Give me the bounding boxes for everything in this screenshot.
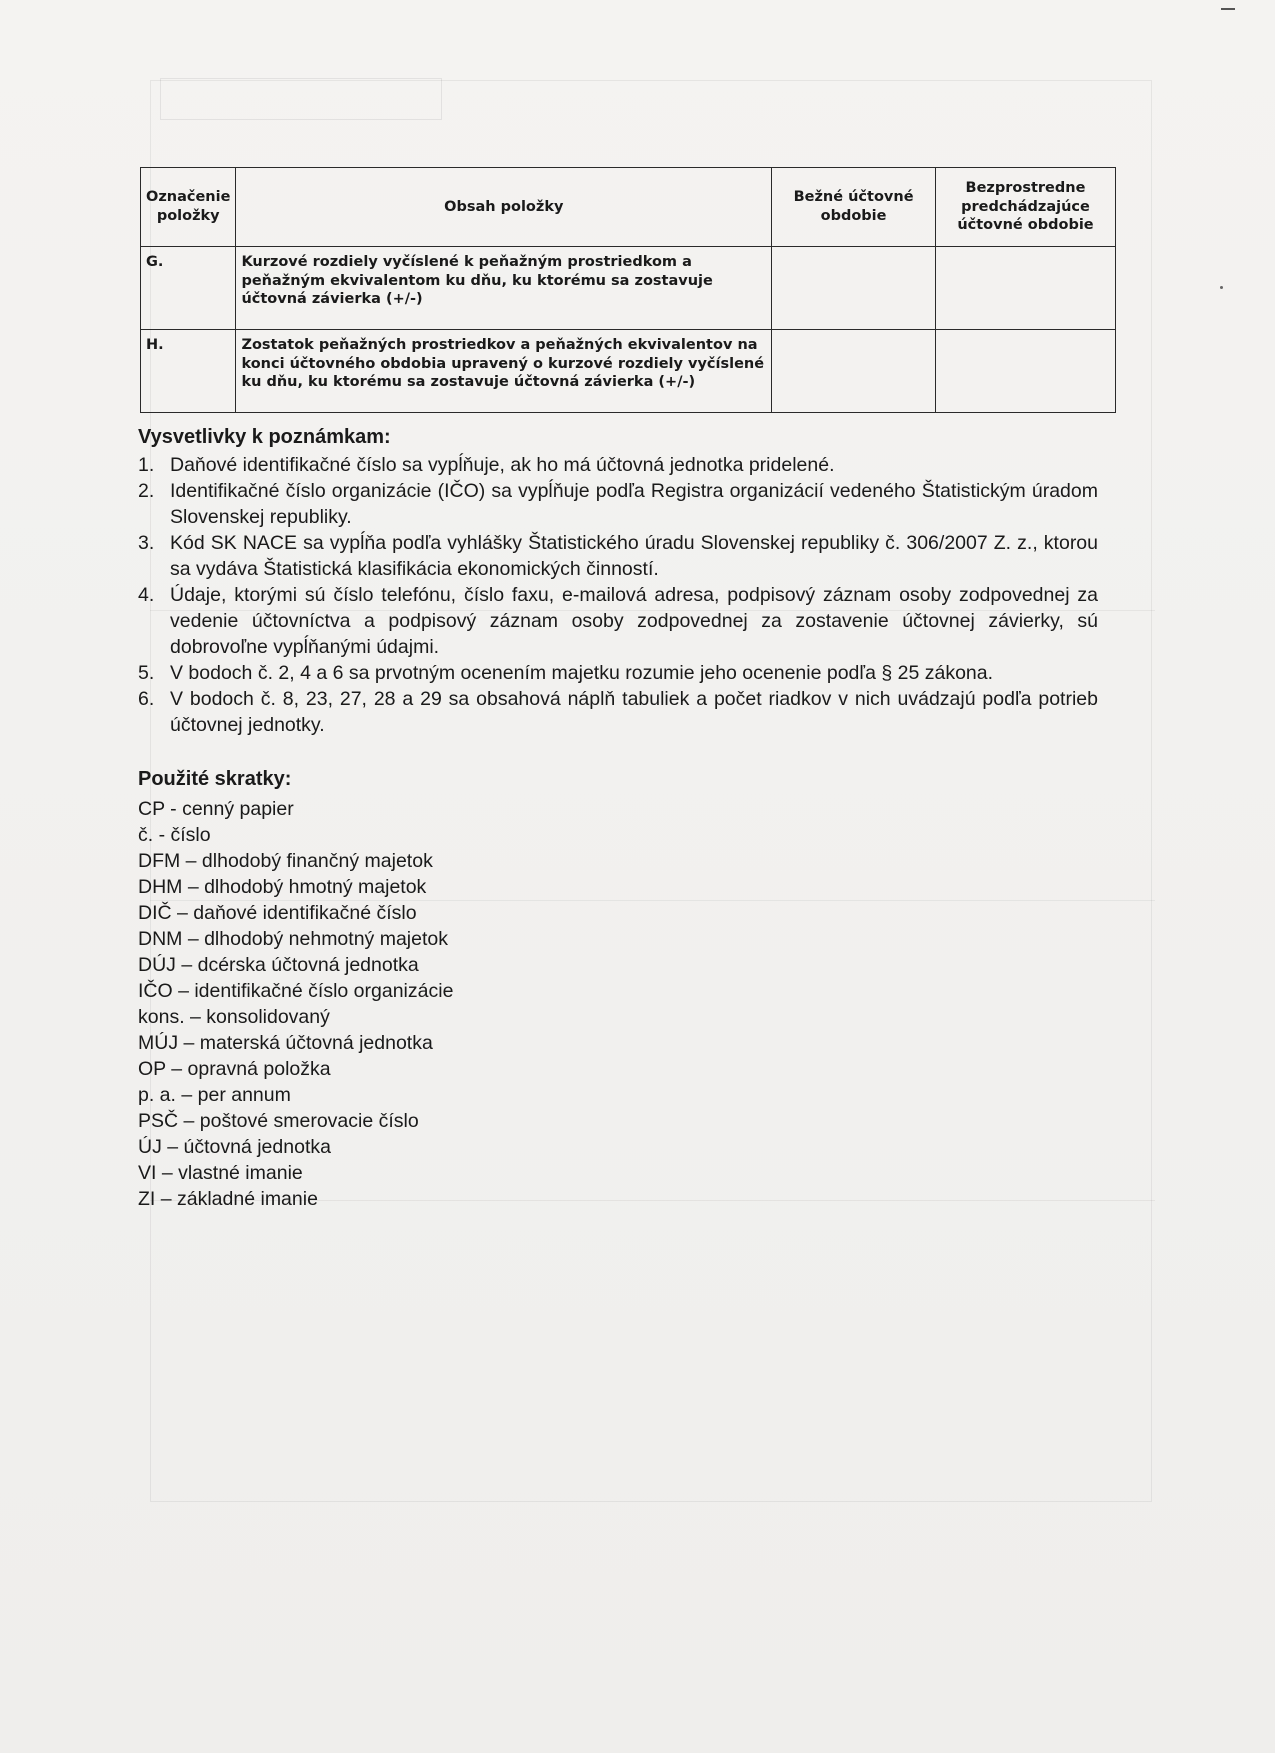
abbreviation-item: IČO – identifikačné číslo organizácie	[138, 980, 454, 1002]
abbreviation-item: VI – vlastné imanie	[138, 1162, 303, 1184]
cash-flow-items-table	[140, 167, 1116, 413]
note-number: 3.	[138, 532, 155, 554]
header-code: Označenie položky	[141, 168, 236, 247]
note-item	[138, 530, 1098, 582]
row-current-value[interactable]	[772, 247, 936, 330]
row-code: G.	[141, 247, 236, 330]
notes-section	[138, 424, 1098, 1212]
note-text: Daňové identifikačné číslo sa vypĺňuje, ak ho má účtovná jednotka pridelené.	[170, 454, 835, 476]
note-text: Identifikačné číslo organizácie (IČO) sa vypĺňuje podľa Registra organizácií vedeného Štatistickým úradom Slovenskej republiky.	[170, 480, 1098, 528]
row-description: Kurzové rozdiely vyčíslené k peňažným prostriedkom a peňažným ekvivalentom ku dňu, ku ktorému sa zostavuje účtovná závierka (+/-)	[236, 247, 772, 330]
note-number: 1.	[138, 454, 155, 476]
abbreviations-list	[138, 796, 1098, 1212]
abbreviation-item: PSČ – poštové smerovacie číslo	[138, 1110, 419, 1132]
note-item	[138, 660, 1098, 686]
abbreviation-item: p. a. – per annum	[138, 1084, 291, 1106]
header-previous-period: Bezprostredne predchádzajúce účtovné obdobie	[935, 168, 1115, 247]
row-previous-value[interactable]	[935, 247, 1115, 330]
abbreviations-title: Použité skratky:	[138, 768, 292, 790]
abbreviation-item: ÚJ – účtovná jednotka	[138, 1136, 331, 1158]
notes-title: Vysvetlivky k poznámkam:	[138, 426, 391, 448]
header-current-period: Bežné účtovné obdobie	[772, 168, 936, 247]
abbreviation-item: MÚJ – materská účtovná jednotka	[138, 1032, 433, 1054]
note-text: V bodoch č. 2, 4 a 6 sa prvotným ocenením majetku rozumie jeho ocenenie podľa § 25 zákona.	[170, 662, 994, 684]
note-item	[138, 686, 1098, 738]
abbreviation-item: kons. – konsolidovaný	[138, 1006, 330, 1028]
abbreviation-item: DÚJ – dcérska účtovná jednotka	[138, 954, 419, 976]
note-item	[138, 582, 1098, 660]
bleed-through-title-box	[160, 78, 442, 120]
note-number: 4.	[138, 584, 155, 606]
note-text: Údaje, ktorými sú číslo telefónu, číslo faxu, e-mailová adresa, podpisový záznam osoby zodpovednej za vedenie účtovníctva a podpisový záznam osoby zodpovednej za zostavenie účtovnej závierky, sú dobrovoľne vypĺňanými údajmi.	[170, 584, 1098, 658]
note-number: 5.	[138, 662, 155, 684]
abbreviation-item: ZI – základné imanie	[138, 1188, 318, 1210]
row-description: Zostatok peňažných prostriedkov a peňažných ekvivalentov na konci účtovného obdobia upravený o kurzové rozdiely vyčíslené ku dňu, ku ktorému sa zostavuje účtovná závierka (+/-)	[236, 330, 772, 413]
abbreviation-item: DFM – dlhodobý finančný majetok	[138, 850, 433, 872]
note-item	[138, 478, 1098, 530]
abbreviation-item: DHM – dlhodobý hmotný majetok	[138, 876, 427, 898]
header-content: Obsah položky	[236, 168, 772, 247]
abbreviation-item: DNM – dlhodobý nehmotný majetok	[138, 928, 448, 950]
row-previous-value[interactable]	[935, 330, 1115, 413]
note-number: 6.	[138, 688, 155, 710]
row-code: H.	[141, 330, 236, 413]
note-number: 2.	[138, 480, 155, 502]
page-edge-mark	[1221, 8, 1235, 10]
row-current-value[interactable]	[772, 330, 936, 413]
scan-speck	[1220, 286, 1223, 289]
note-text: Kód SK NACE sa vypĺňa podľa vyhlášky Štatistického úradu Slovenskej republiky č. 306/2007 Z. z., ktorou sa vydáva Štatistická klasifikácia ekonomických činností.	[170, 532, 1098, 580]
table-row	[141, 247, 1116, 330]
note-text: V bodoch č. 8, 23, 27, 28 a 29 sa obsahová náplň tabuliek a počet riadkov v nich uvádzajú podľa potrieb účtovnej jednotky.	[170, 688, 1098, 736]
abbreviation-item: CP - cenný papier	[138, 798, 294, 820]
abbreviation-item: OP – opravná položka	[138, 1058, 331, 1080]
abbreviation-item: č. - číslo	[138, 824, 211, 846]
abbreviation-item: DIČ – daňové identifikačné číslo	[138, 902, 417, 924]
table-row	[141, 330, 1116, 413]
table-header-row	[141, 168, 1116, 247]
note-item	[138, 452, 1098, 478]
